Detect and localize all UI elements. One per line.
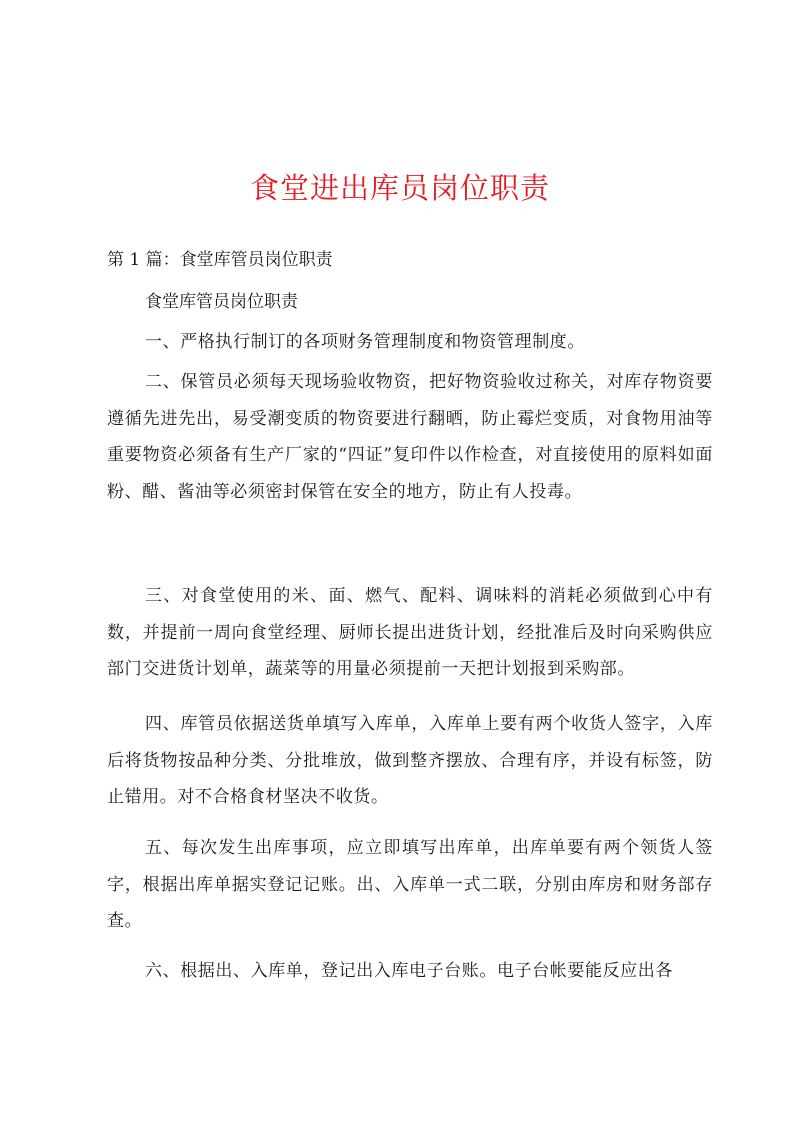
paragraph-2: 二、保管员必须每天现场验收物资，把好物资验收过称关，对库存物资要遵循先进先出，易受潮变质的物资要进行翻晒，防止霉烂变质，对食物用油等重要物资必须备有生产厂家的“四证”复印件以作检查，对直接使用的原料如面粉、醋、酱油等必须密封保管在安全的地方，防止有人投毒。 bbox=[107, 372, 713, 502]
paragraph-3: 三、对食堂使用的米、面、燃气、配料、调味料的消耗必须做到心中有数，并提前一周向食堂经理、厨师长提出进货计划，经批准后及时向采购供应部门交进货计划单，蔬菜等的用量必须提前一天把计划报到采购部。 bbox=[107, 586, 713, 679]
section-heading: 第 1 篇：食堂库管员岗位职责 bbox=[107, 250, 333, 270]
section-subtitle: 食堂库管员岗位职责 bbox=[145, 292, 298, 312]
paragraph-6: 六、根据出、入库单，登记出入库电子台账。电子台帐要能反应出各 bbox=[145, 961, 673, 981]
paragraph-4: 四、库管员依据送货单填写入库单，入库单上要有两个收货人签字，入库后将货物按品种分类、分批堆放，做到整齐摆放、合理有序，并设有标签，防止错用。对不合格食材坚决不收货。 bbox=[107, 714, 713, 807]
paragraph-1: 一、严格执行制订的各项财务管理制度和物资管理制度。 bbox=[145, 332, 585, 352]
document-title: 食堂进出库员岗位职责 bbox=[249, 171, 550, 205]
paragraph-5: 五、每次发生出库事项，应立即填写出库单，出库单要有两个领货人签字，根据出库单据实登记记账。出、入库单一式二联，分别由库房和财务部存查。 bbox=[107, 838, 713, 931]
